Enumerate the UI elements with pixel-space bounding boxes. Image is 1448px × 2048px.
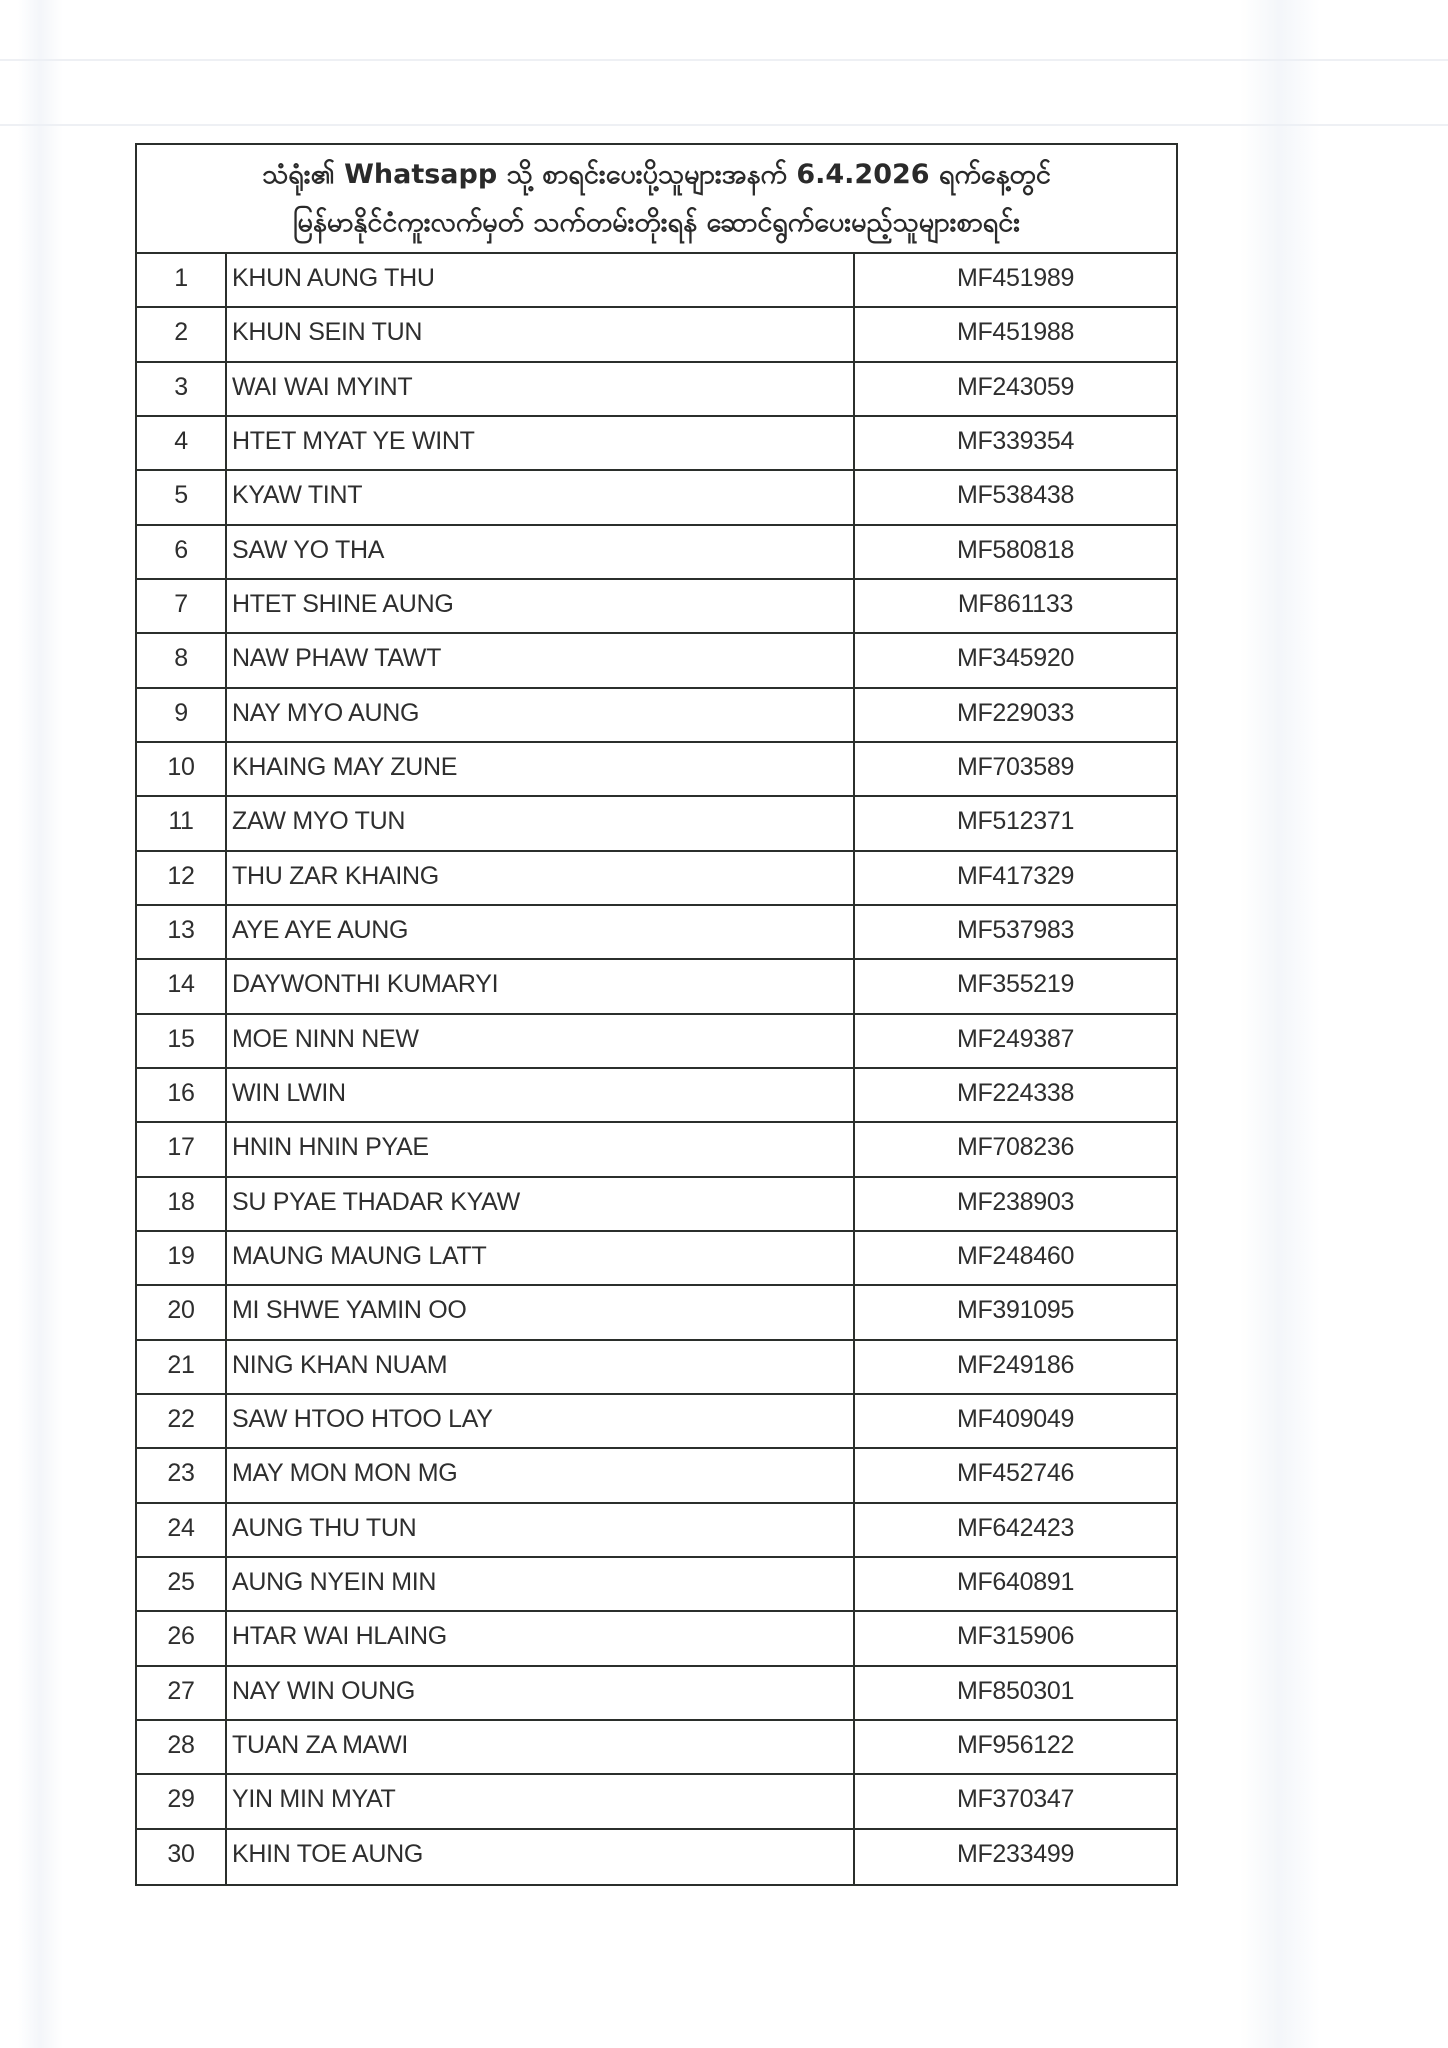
passport-number: MF355219: [956, 970, 1075, 999]
passport-number: MF315906: [956, 1622, 1075, 1651]
passport-number: MF249186: [956, 1350, 1075, 1379]
row-number: 9: [137, 689, 227, 741]
row-number: 5: [137, 471, 227, 523]
person-name: SAW YO THA: [227, 526, 855, 578]
table-row: [137, 254, 1176, 308]
person-name: AUNG NYEIN MIN: [227, 1558, 855, 1610]
row-number: 11: [137, 797, 227, 849]
person-name: KHUN AUNG THU: [227, 254, 855, 306]
passport-number: MF956122: [956, 1730, 1075, 1759]
person-name: SU PYAE THADAR KYAW: [227, 1178, 855, 1230]
passport-number: MF452746: [956, 1459, 1075, 1488]
row-number: 21: [137, 1341, 227, 1393]
row-number: 18: [137, 1178, 227, 1230]
table-row: [137, 1558, 1176, 1612]
person-name: KHUN SEIN TUN: [227, 308, 855, 360]
passport-number: MF224338: [956, 1078, 1075, 1107]
row-number: 20: [137, 1286, 227, 1338]
table-row: [137, 1830, 1176, 1884]
row-number: 13: [137, 906, 227, 958]
row-number: 3: [137, 363, 227, 415]
table-row: [137, 960, 1176, 1014]
row-number: 19: [137, 1232, 227, 1284]
table-row: [137, 852, 1176, 906]
row-number: 1: [137, 254, 227, 306]
table-row: [137, 1232, 1176, 1286]
passport-number: MF703589: [956, 752, 1075, 781]
passport-number: MF370347: [956, 1785, 1075, 1814]
passport-number: MF409049: [956, 1404, 1075, 1433]
row-number: 4: [137, 417, 227, 469]
scan-artifact-line: [0, 59, 1448, 61]
person-name: YIN MIN MYAT: [227, 1775, 855, 1827]
person-name: NING KHAN NUAM: [227, 1341, 855, 1393]
row-number: 22: [137, 1395, 227, 1447]
table-row: [137, 526, 1176, 580]
table-row: [137, 1123, 1176, 1177]
row-number: 25: [137, 1558, 227, 1610]
row-number: 23: [137, 1449, 227, 1501]
row-number: 17: [137, 1123, 227, 1175]
passport-number: MF238903: [956, 1187, 1075, 1216]
passport-number: MF248460: [956, 1241, 1075, 1270]
passport-number: MF391095: [956, 1296, 1075, 1325]
passport-number: MF339354: [956, 426, 1075, 455]
table-row: [137, 417, 1176, 471]
person-name: KHIN TOE AUNG: [227, 1830, 855, 1884]
title-line-2: မြန်မာနိုင်ငံကူးလက်မှတ် သက်တမ်းတိုးရန် ဆောင်ရွက်ပေးမည့်သူများစာရင်း: [292, 207, 1021, 238]
row-number: 30: [137, 1830, 227, 1884]
passport-number: MF640891: [956, 1567, 1075, 1596]
table-row: [137, 1178, 1176, 1232]
table-row: [137, 1775, 1176, 1829]
person-name: HTET MYAT YE WINT: [227, 417, 855, 469]
passport-number: MF249387: [956, 1024, 1075, 1053]
passport-number: MF708236: [956, 1133, 1075, 1162]
passport-number: MF512371: [956, 807, 1075, 836]
passport-number: MF580818: [956, 535, 1075, 564]
table-row: [137, 743, 1176, 797]
row-number: 15: [137, 1015, 227, 1067]
table-row: [137, 906, 1176, 960]
row-number: 7: [137, 580, 227, 632]
table-row: [137, 471, 1176, 525]
table-row: [137, 797, 1176, 851]
passport-number: MF850301: [956, 1676, 1075, 1705]
person-name: AUNG THU TUN: [227, 1504, 855, 1556]
passport-number: MF243059: [956, 372, 1075, 401]
table-title: [137, 145, 1176, 254]
table-row: [137, 1449, 1176, 1503]
person-name: THU ZAR KHAING: [227, 852, 855, 904]
row-number: 29: [137, 1775, 227, 1827]
table-row: [137, 1667, 1176, 1721]
title-line-1: သံရုံး၏ Whatsapp သို့ စာရင်းပေးပို့သူများအနက် 6.4.2026 ရက်နေ့တွင်: [262, 159, 1051, 190]
person-name: MOE NINN NEW: [227, 1015, 855, 1067]
table-row: [137, 1069, 1176, 1123]
person-name: KYAW TINT: [227, 471, 855, 523]
scan-artifact-strip: [1240, 0, 1320, 2048]
table-row: [137, 1341, 1176, 1395]
row-number: 16: [137, 1069, 227, 1121]
row-number: 24: [137, 1504, 227, 1556]
scan-artifact-line: [0, 124, 1448, 126]
row-number: 14: [137, 960, 227, 1012]
table-row: [137, 1286, 1176, 1340]
person-name: NAW PHAW TAWT: [227, 634, 855, 686]
person-name: NAY MYO AUNG: [227, 689, 855, 741]
passport-number: MF861133: [957, 589, 1074, 618]
person-name: AYE AYE AUNG: [227, 906, 855, 958]
row-number: 26: [137, 1612, 227, 1664]
row-number: 2: [137, 308, 227, 360]
table-body: [137, 254, 1176, 1884]
table-row: [137, 1612, 1176, 1666]
passport-number: MF538438: [956, 481, 1075, 510]
person-name: KHAING MAY ZUNE: [227, 743, 855, 795]
passport-renewal-list-table: [135, 143, 1178, 1886]
person-name: WAI WAI MYINT: [227, 363, 855, 415]
person-name: ZAW MYO TUN: [227, 797, 855, 849]
person-name: MAUNG MAUNG LATT: [227, 1232, 855, 1284]
person-name: NAY WIN OUNG: [227, 1667, 855, 1719]
person-name: HTAR WAI HLAING: [227, 1612, 855, 1664]
person-name: DAYWONTHI KUMARYI: [227, 960, 855, 1012]
passport-number: MF537983: [956, 915, 1075, 944]
person-name: MI SHWE YAMIN OO: [227, 1286, 855, 1338]
passport-number: MF345920: [956, 644, 1075, 673]
table-row: [137, 308, 1176, 362]
table-row: [137, 580, 1176, 634]
table-row: [137, 1015, 1176, 1069]
person-name: MAY MON MON MG: [227, 1449, 855, 1501]
passport-number: MF451988: [956, 318, 1075, 347]
passport-number: MF642423: [956, 1513, 1075, 1542]
row-number: 6: [137, 526, 227, 578]
passport-number: MF451989: [956, 264, 1075, 292]
passport-number: MF233499: [956, 1839, 1075, 1868]
row-number: 8: [137, 634, 227, 686]
row-number: 27: [137, 1667, 227, 1719]
row-number: 12: [137, 852, 227, 904]
person-name: SAW HTOO HTOO LAY: [227, 1395, 855, 1447]
table-row: [137, 1395, 1176, 1449]
table-row: [137, 689, 1176, 743]
table-row: [137, 634, 1176, 688]
passport-number: MF229033: [956, 698, 1075, 727]
row-number: 28: [137, 1721, 227, 1773]
table-row: [137, 1504, 1176, 1558]
person-name: WIN LWIN: [227, 1069, 855, 1121]
person-name: HTET SHINE AUNG: [227, 580, 855, 632]
table-row: [137, 1721, 1176, 1775]
scan-artifact-strip: [18, 0, 63, 2048]
passport-number: MF417329: [956, 861, 1075, 890]
person-name: TUAN ZA MAWI: [227, 1721, 855, 1773]
row-number: 10: [137, 743, 227, 795]
person-name: HNIN HNIN PYAE: [227, 1123, 855, 1175]
table-row: [137, 363, 1176, 417]
